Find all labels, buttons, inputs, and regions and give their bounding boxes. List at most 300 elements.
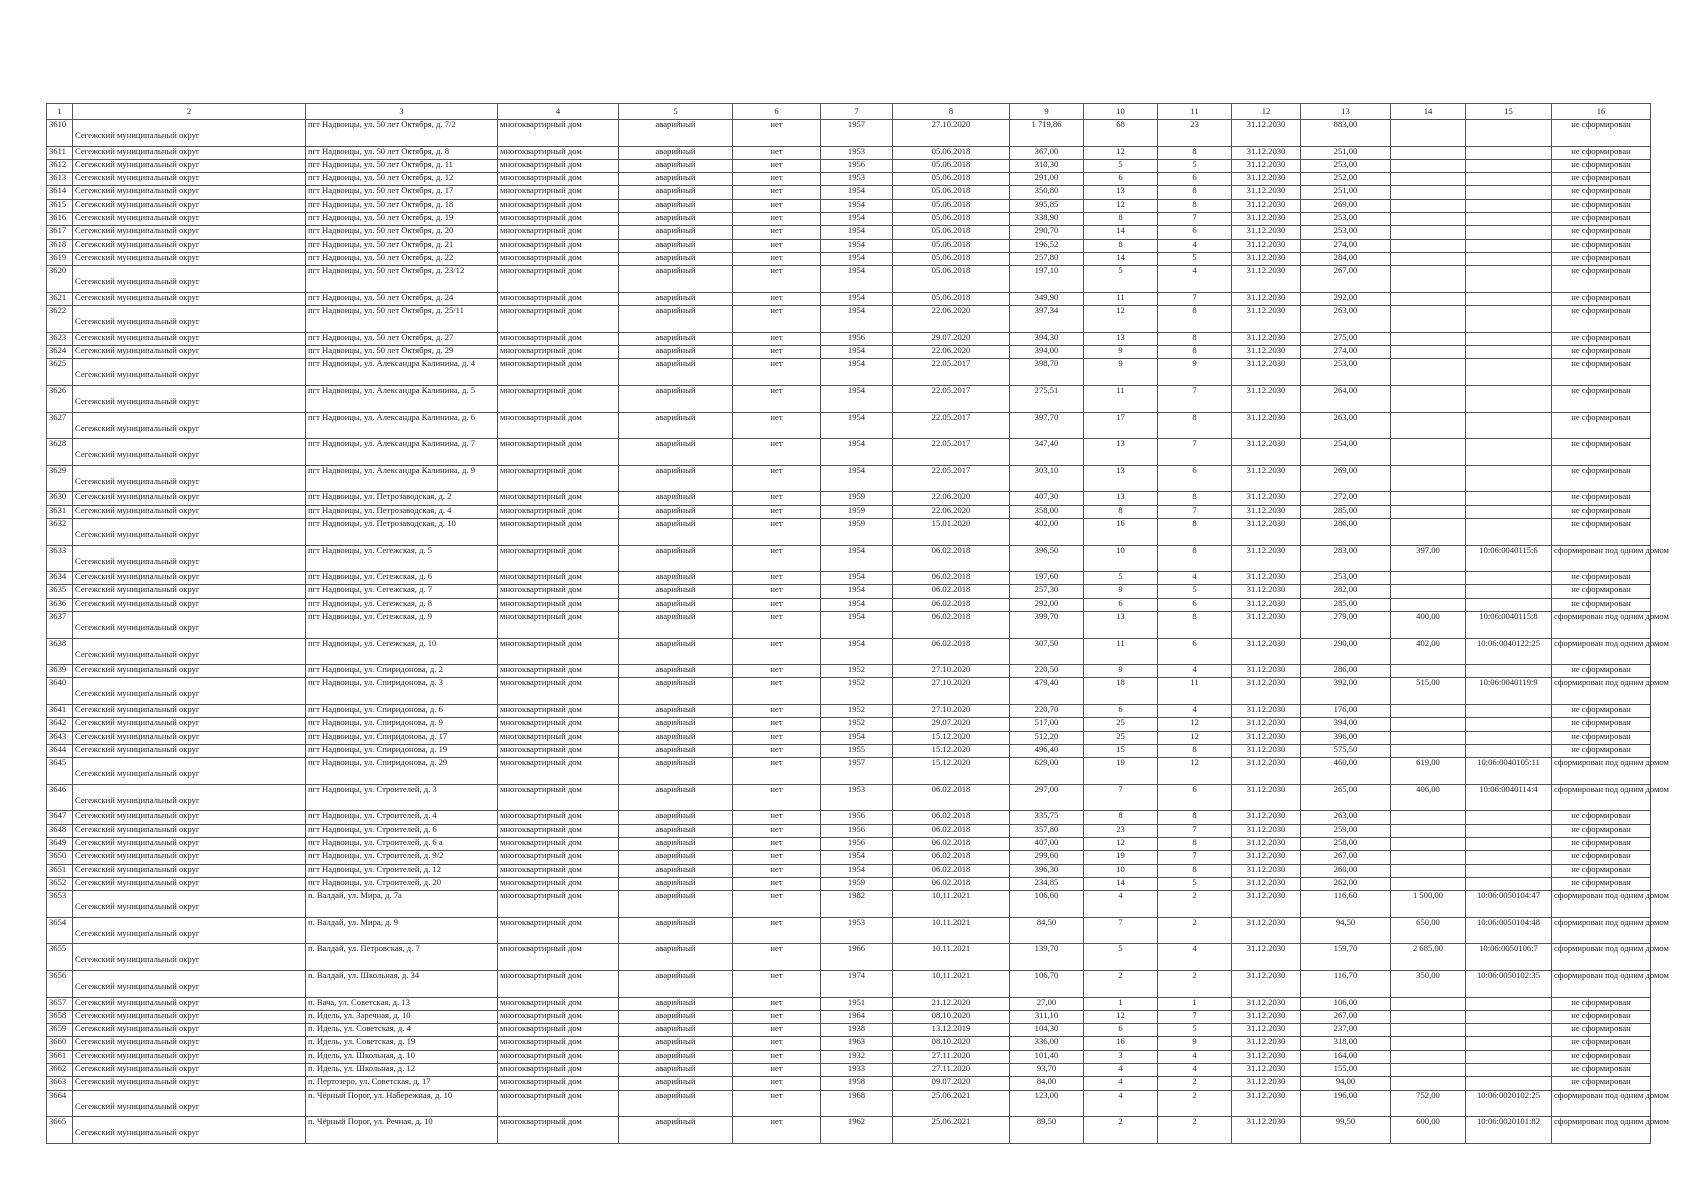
column-header: 13 — [1301, 104, 1391, 120]
year-cell: 1952 — [821, 718, 893, 731]
status-cell: не сформирован — [1552, 824, 1651, 837]
row-number: 3659 — [47, 1024, 73, 1037]
district-label: Сегежский муниципальный округ — [75, 704, 200, 715]
area-cell: 394,00 — [1010, 346, 1084, 359]
year-cell: 1954 — [821, 306, 893, 333]
row-number: 3617 — [47, 226, 73, 239]
col10-cell: 8 — [1084, 239, 1158, 252]
condition-cell: аварийный — [619, 598, 733, 611]
address-cell: п. Валдай, ул. Мира, д. 9 — [306, 917, 498, 944]
district-cell — [73, 239, 306, 252]
condition-cell: аварийный — [619, 146, 733, 159]
address-cell: пгт Надвоицы, ул. 50 лет Октября, д. 25/11 — [306, 306, 498, 333]
district-cell — [73, 146, 306, 159]
col11-cell: 7 — [1158, 213, 1232, 226]
col14-cell — [1391, 572, 1466, 585]
status-cell: не сформирован — [1552, 851, 1651, 864]
area-cell: 27,00 — [1010, 997, 1084, 1010]
cadastral-cell — [1466, 1037, 1552, 1050]
address-cell: пгт Надвоицы, ул. Спиридонова, д. 29 — [306, 758, 498, 785]
row-number: 3648 — [47, 824, 73, 837]
col13-cell: 265,00 — [1301, 784, 1391, 811]
area-cell: 220,70 — [1010, 705, 1084, 718]
col13-cell: 155,00 — [1301, 1064, 1391, 1077]
col13-cell: 575,50 — [1301, 744, 1391, 757]
cadastral-cell — [1466, 744, 1552, 757]
table-row — [47, 1024, 1651, 1037]
col6-cell: нет — [733, 917, 821, 944]
col10-cell: 6 — [1084, 173, 1158, 186]
house-type-cell: многоквартирный дом — [498, 665, 619, 678]
col10-cell: 8 — [1084, 811, 1158, 824]
table-row — [47, 877, 1651, 890]
district-cell — [73, 545, 306, 572]
col13-cell: 260,00 — [1301, 864, 1391, 877]
area-cell: 310,30 — [1010, 159, 1084, 172]
col11-cell: 8 — [1158, 518, 1232, 545]
condition-cell: аварийный — [619, 173, 733, 186]
housing-register-table — [46, 103, 1669, 1144]
header-row — [47, 104, 1651, 120]
col11-cell: 4 — [1158, 1064, 1232, 1077]
date-cell: 06.02.2018 — [893, 784, 1010, 811]
table-row — [47, 678, 1651, 705]
col11-cell: 8 — [1158, 744, 1232, 757]
col11-cell: 8 — [1158, 199, 1232, 212]
col11-cell: 2 — [1158, 1077, 1232, 1090]
condition-cell: аварийный — [619, 120, 733, 147]
status-cell: не сформирован — [1552, 1050, 1651, 1063]
row-number: 3616 — [47, 213, 73, 226]
col6-cell: нет — [733, 545, 821, 572]
address-cell: пгт Надвоицы, ул. Петрозаводская, д. 4 — [306, 505, 498, 518]
row-number: 3628 — [47, 439, 73, 466]
district-cell — [73, 598, 306, 611]
district-cell — [73, 1024, 306, 1037]
year-cell: 1954 — [821, 864, 893, 877]
col6-cell: нет — [733, 186, 821, 199]
col14-cell: 350,00 — [1391, 971, 1466, 998]
col11-cell: 6 — [1158, 173, 1232, 186]
col6-cell: нет — [733, 199, 821, 212]
area-cell: 357,80 — [1010, 824, 1084, 837]
date-cell: 06.02.2018 — [893, 598, 1010, 611]
deadline-cell: 31.12.2030 — [1232, 811, 1301, 824]
status-cell: сформирован под одним домом — [1552, 638, 1651, 665]
deadline-cell: 31.12.2030 — [1232, 186, 1301, 199]
area-cell: 290,70 — [1010, 226, 1084, 239]
year-cell: 1952 — [821, 705, 893, 718]
year-cell: 1959 — [821, 877, 893, 890]
col10-cell: 2 — [1084, 1117, 1158, 1144]
table-row — [47, 465, 1651, 492]
col13-cell: 267,00 — [1301, 851, 1391, 864]
house-type-cell: многоквартирный дом — [498, 1090, 619, 1117]
col11-cell: 2 — [1158, 1117, 1232, 1144]
condition-cell: аварийный — [619, 226, 733, 239]
col11-cell: 7 — [1158, 505, 1232, 518]
condition-cell: аварийный — [619, 1010, 733, 1023]
district-cell — [73, 385, 306, 412]
col10-cell: 6 — [1084, 598, 1158, 611]
address-cell: пгт Надвоицы, ул. 50 лет Октября, д. 27 — [306, 332, 498, 345]
col11-cell: 8 — [1158, 146, 1232, 159]
area-cell: 139,70 — [1010, 944, 1084, 971]
district-label: Сегежский муниципальный округ — [75, 555, 200, 566]
col6-cell: нет — [733, 252, 821, 265]
col11-cell: 6 — [1158, 598, 1232, 611]
col10-cell: 17 — [1084, 412, 1158, 439]
date-cell: 08.10.2020 — [893, 1037, 1010, 1050]
condition-cell: аварийный — [619, 718, 733, 731]
col14-cell — [1391, 705, 1466, 718]
col13-cell: 284,00 — [1301, 252, 1391, 265]
date-cell: 05.06.2018 — [893, 199, 1010, 212]
col10-cell: 9 — [1084, 359, 1158, 386]
cadastral-cell — [1466, 864, 1552, 877]
area-cell: 257,30 — [1010, 585, 1084, 598]
condition-cell: аварийный — [619, 465, 733, 492]
deadline-cell: 31.12.2030 — [1232, 1077, 1301, 1090]
year-cell: 1954 — [821, 213, 893, 226]
district-cell — [73, 731, 306, 744]
col6-cell: нет — [733, 1037, 821, 1050]
col6-cell: нет — [733, 731, 821, 744]
condition-cell: аварийный — [619, 944, 733, 971]
district-label: Сегежский муниципальный округ — [75, 837, 200, 848]
deadline-cell: 31.12.2030 — [1232, 824, 1301, 837]
col13-cell: 259,00 — [1301, 824, 1391, 837]
address-cell: пгт Надвоицы, ул. 50 лет Октября, д. 22 — [306, 252, 498, 265]
district-cell — [73, 252, 306, 265]
date-cell: 06.02.2018 — [893, 851, 1010, 864]
cadastral-cell: 10:06:0050106:7 — [1466, 944, 1552, 971]
col6-cell: нет — [733, 1010, 821, 1023]
col11-cell: 8 — [1158, 492, 1232, 505]
year-cell: 1959 — [821, 505, 893, 518]
deadline-cell: 31.12.2030 — [1232, 638, 1301, 665]
col13-cell: 274,00 — [1301, 346, 1391, 359]
col11-cell: 6 — [1158, 638, 1232, 665]
row-number: 3631 — [47, 505, 73, 518]
col11-cell: 6 — [1158, 465, 1232, 492]
status-cell: не сформирован — [1552, 385, 1651, 412]
address-cell: п. Идель, ул. Советская, д. 19 — [306, 1037, 498, 1050]
address-cell: пгт Надвоицы, ул. 50 лет Октября, д. 21 — [306, 239, 498, 252]
col11-cell: 8 — [1158, 346, 1232, 359]
col10-cell: 18 — [1084, 678, 1158, 705]
table-row — [47, 705, 1651, 718]
col14-cell: 402,00 — [1391, 638, 1466, 665]
year-cell: 1963 — [821, 1037, 893, 1050]
house-type-cell: многоквартирный дом — [498, 186, 619, 199]
address-cell: п. Идель, ул. Школьная, д. 12 — [306, 1064, 498, 1077]
cadastral-cell — [1466, 186, 1552, 199]
col6-cell: нет — [733, 412, 821, 439]
cadastral-cell — [1466, 159, 1552, 172]
condition-cell: аварийный — [619, 266, 733, 293]
condition-cell: аварийный — [619, 638, 733, 665]
district-cell — [73, 346, 306, 359]
col11-cell: 12 — [1158, 718, 1232, 731]
house-type-cell: многоквартирный дом — [498, 173, 619, 186]
col14-cell — [1391, 159, 1466, 172]
address-cell: пгт Надвоицы, ул. Строителей, д. 4 — [306, 811, 498, 824]
col10-cell: 3 — [1084, 1050, 1158, 1063]
area-cell: 496,40 — [1010, 744, 1084, 757]
deadline-cell: 31.12.2030 — [1232, 1010, 1301, 1023]
date-cell: 25.06.2021 — [893, 1090, 1010, 1117]
district-label: Сегежский муниципальный округ — [75, 145, 200, 156]
district-label: Сегежский муниципальный округ — [75, 876, 200, 887]
cadastral-cell: 10:06:0050102:35 — [1466, 971, 1552, 998]
col11-cell: 8 — [1158, 838, 1232, 851]
status-cell: сформирован под одним домом — [1552, 678, 1651, 705]
date-cell: 27.11.2020 — [893, 1050, 1010, 1063]
row-number: 3611 — [47, 146, 73, 159]
cadastral-cell — [1466, 877, 1552, 890]
row-number: 3661 — [47, 1050, 73, 1063]
condition-cell: аварийный — [619, 239, 733, 252]
col14-cell — [1391, 585, 1466, 598]
col6-cell: нет — [733, 266, 821, 293]
condition-cell: аварийный — [619, 306, 733, 333]
date-cell: 15.01.2020 — [893, 518, 1010, 545]
condition-cell: аварийный — [619, 997, 733, 1010]
col10-cell: 14 — [1084, 877, 1158, 890]
col6-cell: нет — [733, 678, 821, 705]
house-type-cell: многоквартирный дом — [498, 412, 619, 439]
district-label: Сегежский муниципальный округ — [75, 571, 200, 582]
col11-cell: 5 — [1158, 252, 1232, 265]
date-cell: 05.06.2018 — [893, 239, 1010, 252]
status-cell: не сформирован — [1552, 120, 1651, 147]
col14-cell — [1391, 877, 1466, 890]
area-cell: 101,40 — [1010, 1050, 1084, 1063]
col14-cell — [1391, 1010, 1466, 1023]
status-cell: не сформирован — [1552, 718, 1651, 731]
date-cell: 22.05.2017 — [893, 465, 1010, 492]
col14-cell: 406,00 — [1391, 784, 1466, 811]
district-cell — [73, 585, 306, 598]
col11-cell: 8 — [1158, 864, 1232, 877]
status-cell: не сформирован — [1552, 1037, 1651, 1050]
deadline-cell: 31.12.2030 — [1232, 731, 1301, 744]
date-cell: 05.06.2018 — [893, 173, 1010, 186]
column-header: 8 — [893, 104, 1010, 120]
year-cell: 1954 — [821, 439, 893, 466]
district-cell — [73, 306, 306, 333]
status-cell: не сформирован — [1552, 1077, 1651, 1090]
col14-cell — [1391, 465, 1466, 492]
district-cell — [73, 611, 306, 638]
status-cell: не сформирован — [1552, 1010, 1651, 1023]
condition-cell: аварийный — [619, 851, 733, 864]
table-row — [47, 385, 1651, 412]
house-type-cell: многоквартирный дом — [498, 611, 619, 638]
house-type-cell: многоквартирный дом — [498, 585, 619, 598]
district-cell — [73, 120, 306, 147]
cadastral-cell — [1466, 1050, 1552, 1063]
status-cell: не сформирован — [1552, 306, 1651, 333]
address-cell: п. Пертозеро, ул. Советская, д. 17 — [306, 1077, 498, 1090]
col6-cell: нет — [733, 997, 821, 1010]
status-cell: не сформирован — [1552, 252, 1651, 265]
row-number: 3639 — [47, 665, 73, 678]
district-cell — [73, 1010, 306, 1023]
district-cell — [73, 465, 306, 492]
col10-cell: 8 — [1084, 213, 1158, 226]
house-type-cell: многоквартирный дом — [498, 638, 619, 665]
condition-cell: аварийный — [619, 1117, 733, 1144]
cadastral-cell — [1466, 120, 1552, 147]
deadline-cell: 31.12.2030 — [1232, 199, 1301, 212]
row-number: 3624 — [47, 346, 73, 359]
status-cell: не сформирован — [1552, 186, 1651, 199]
deadline-cell: 31.12.2030 — [1232, 851, 1301, 864]
condition-cell: аварийный — [619, 359, 733, 386]
row-number: 3652 — [47, 877, 73, 890]
district-label: Сегежский муниципальный округ — [75, 823, 200, 834]
table-row — [47, 851, 1651, 864]
deadline-cell: 31.12.2030 — [1232, 1024, 1301, 1037]
col10-cell: 9 — [1084, 346, 1158, 359]
year-cell: 1954 — [821, 731, 893, 744]
address-cell: пгт Надвоицы, ул. Строителей, д. 3 — [306, 784, 498, 811]
col6-cell: нет — [733, 492, 821, 505]
cadastral-cell — [1466, 505, 1552, 518]
district-label: Сегежский муниципальный округ — [75, 810, 200, 821]
date-cell: 27.10.2020 — [893, 678, 1010, 705]
area-cell: 402,00 — [1010, 518, 1084, 545]
condition-cell: аварийный — [619, 346, 733, 359]
district-label: Сегежский муниципальный округ — [75, 504, 200, 515]
district-cell — [73, 1090, 306, 1117]
status-cell: не сформирован — [1552, 505, 1651, 518]
address-cell: пгт Надвоицы, ул. 50 лет Октября, д. 7/2 — [306, 120, 498, 147]
table-row — [47, 505, 1651, 518]
col10-cell: 5 — [1084, 572, 1158, 585]
col6-cell: нет — [733, 572, 821, 585]
year-cell: 1954 — [821, 226, 893, 239]
condition-cell: аварийный — [619, 292, 733, 305]
col13-cell: 99,50 — [1301, 1117, 1391, 1144]
row-number: 3655 — [47, 944, 73, 971]
date-cell: 06.02.2018 — [893, 572, 1010, 585]
deadline-cell: 31.12.2030 — [1232, 385, 1301, 412]
table-row — [47, 572, 1651, 585]
col13-cell: 253,00 — [1301, 213, 1391, 226]
col6-cell: нет — [733, 306, 821, 333]
status-cell: не сформирован — [1552, 346, 1651, 359]
date-cell: 06.02.2018 — [893, 545, 1010, 572]
cadastral-cell — [1466, 385, 1552, 412]
row-number: 3612 — [47, 159, 73, 172]
deadline-cell: 31.12.2030 — [1232, 572, 1301, 585]
year-cell: 1956 — [821, 824, 893, 837]
district-label: Сегежский муниципальный округ — [75, 688, 200, 699]
col11-cell: 4 — [1158, 944, 1232, 971]
area-cell: 299,60 — [1010, 851, 1084, 864]
date-cell: 22.05.2017 — [893, 439, 1010, 466]
address-cell: пгт Надвоицы, ул. Строителей, д. 20 — [306, 877, 498, 890]
col6-cell: нет — [733, 811, 821, 824]
cadastral-cell: 10:06:0050104:47 — [1466, 891, 1552, 918]
address-cell: пгт Надвоицы, ул. 50 лет Октября, д. 8 — [306, 146, 498, 159]
cadastral-cell — [1466, 665, 1552, 678]
date-cell: 05.06.2018 — [893, 266, 1010, 293]
table-row — [47, 838, 1651, 851]
date-cell: 22.05.2017 — [893, 412, 1010, 439]
table-body — [47, 119, 1669, 1144]
house-type-cell: многоквартирный дом — [498, 1050, 619, 1063]
col10-cell: 9 — [1084, 665, 1158, 678]
district-label: Сегежский муниципальный округ — [75, 1100, 200, 1111]
area-cell: 629,00 — [1010, 758, 1084, 785]
district-cell — [73, 505, 306, 518]
col11-cell: 4 — [1158, 572, 1232, 585]
date-cell: 05.06.2018 — [893, 146, 1010, 159]
col13-cell: 460,00 — [1301, 758, 1391, 785]
col10-cell: 10 — [1084, 545, 1158, 572]
col14-cell: 1 500,00 — [1391, 891, 1466, 918]
address-cell: пгт Надвоицы, ул. 50 лет Октября, д. 19 — [306, 213, 498, 226]
status-cell: не сформирован — [1552, 1064, 1651, 1077]
col11-cell: 7 — [1158, 385, 1232, 412]
deadline-cell: 31.12.2030 — [1232, 492, 1301, 505]
table-row — [47, 611, 1651, 638]
cadastral-cell — [1466, 705, 1552, 718]
col10-cell: 19 — [1084, 851, 1158, 864]
col14-cell — [1391, 439, 1466, 466]
district-cell — [73, 838, 306, 851]
status-cell: сформирован под одним домом — [1552, 611, 1651, 638]
row-number: 3618 — [47, 239, 73, 252]
col10-cell: 5 — [1084, 944, 1158, 971]
status-cell: сформирован под одним домом — [1552, 891, 1651, 918]
col6-cell: нет — [733, 1077, 821, 1090]
address-cell: пгт Надвоицы, ул. 50 лет Октября, д. 29 — [306, 346, 498, 359]
cadastral-cell — [1466, 306, 1552, 333]
deadline-cell: 31.12.2030 — [1232, 1037, 1301, 1050]
col10-cell: 12 — [1084, 199, 1158, 212]
house-type-cell: многоквартирный дом — [498, 1077, 619, 1090]
deadline-cell: 31.12.2030 — [1232, 718, 1301, 731]
status-cell: не сформирован — [1552, 439, 1651, 466]
col6-cell: нет — [733, 851, 821, 864]
district-cell — [73, 213, 306, 226]
deadline-cell: 31.12.2030 — [1232, 944, 1301, 971]
status-cell: не сформирован — [1552, 572, 1651, 585]
table-header — [47, 104, 1651, 120]
year-cell: 1954 — [821, 598, 893, 611]
date-cell: 22.05.2017 — [893, 385, 1010, 412]
cadastral-cell — [1466, 439, 1552, 466]
row-number: 3636 — [47, 598, 73, 611]
condition-cell: аварийный — [619, 492, 733, 505]
district-label: Сегежский муниципальный округ — [75, 369, 200, 380]
house-type-cell: многоквартирный дом — [498, 971, 619, 998]
col14-cell — [1391, 199, 1466, 212]
deadline-cell: 31.12.2030 — [1232, 611, 1301, 638]
col6-cell: нет — [733, 518, 821, 545]
area-cell: 307,50 — [1010, 638, 1084, 665]
district-cell — [73, 877, 306, 890]
row-number: 3657 — [47, 997, 73, 1010]
deadline-cell: 31.12.2030 — [1232, 784, 1301, 811]
date-cell: 06.02.2018 — [893, 877, 1010, 890]
date-cell: 10.11.2021 — [893, 944, 1010, 971]
